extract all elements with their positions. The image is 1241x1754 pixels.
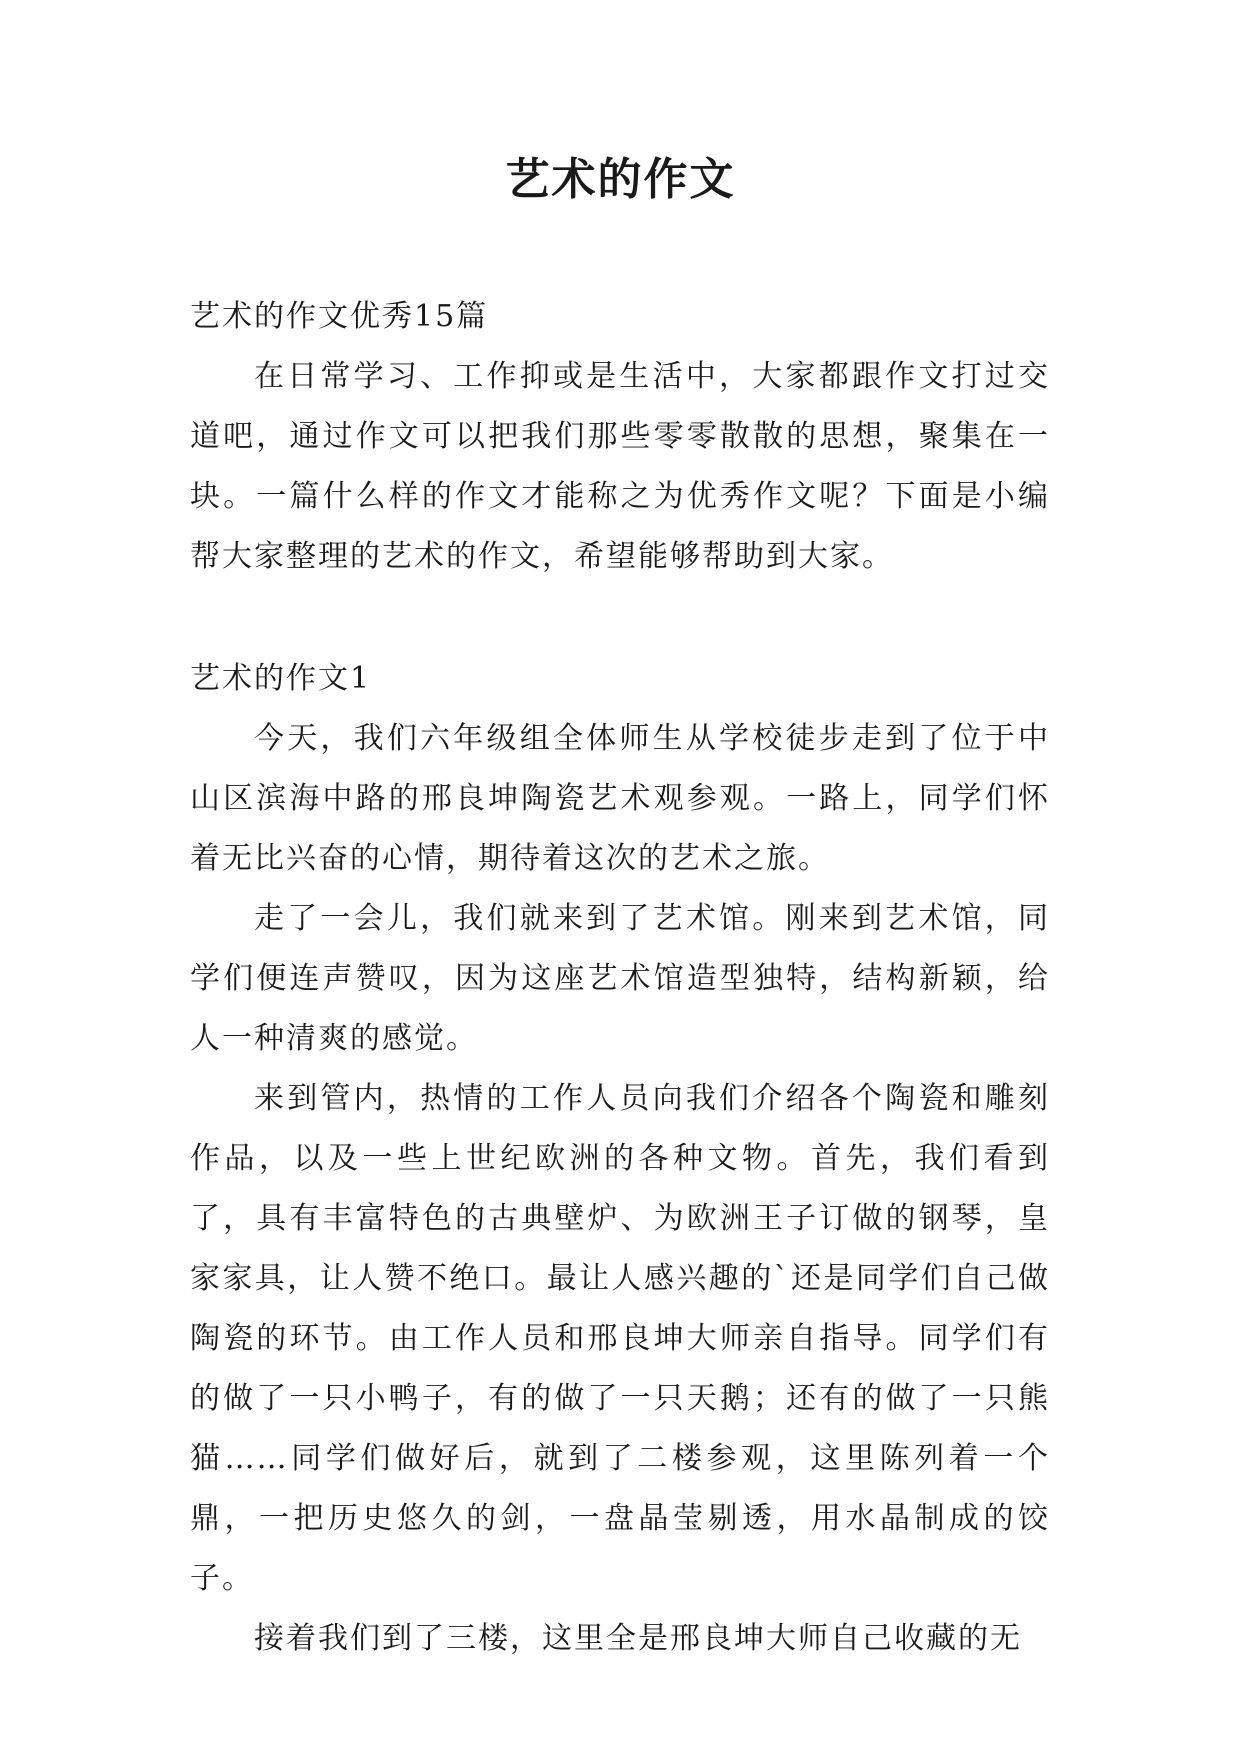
intro-paragraph: 在日常学习、工作抑或是生活中，大家都跟作文打过交道吧，通过作文可以把我们那些零零散散的思想，聚集在一块。一篇什么样的作文才能称之为优秀作文呢？下面是小编帮大家整理的艺术的作文，希望能够帮助到大家。 (190, 359, 1050, 574)
document-body (190, 287, 1050, 1669)
intro-heading: 艺术的作文优秀15篇 (190, 299, 489, 334)
essay-paragraph: 接着我们到了三楼，这里全是邢良坤大师自己收藏的无 (254, 1621, 1022, 1656)
document-title: 艺术的作文 (505, 154, 736, 205)
essay-paragraph: 今天，我们六年级组全体师生从学校徒步走到了位于中山区滨海中路的邢良坤陶瓷艺术观参观。一路上，同学们怀着无比兴奋的心情，期待着这次的艺术之旅。 (190, 721, 1050, 876)
section-spacer (190, 587, 1050, 649)
essay-paragraph: 来到管内，热情的工作人员向我们介绍各个陶瓷和雕刻作品，以及一些上世纪欧洲的各种文物。首先，我们看到了，具有丰富特色的古典壁炉、为欧洲王子订做的钢琴，皇家家具，让人赞不绝口。最让人感兴趣的`还是同学们自己做陶瓷的环节。由工作人员和邢良坤大师亲自指导。同学们有的做了一只小鸭子，有的做了一只天鹅；还有的做了一只熊猫……同学们做好后，就到了二楼参观，这里陈列着一个鼎，一把历史悠久的剑，一盘晶莹剔透，用水晶制成的饺子。 (190, 1081, 1050, 1596)
essay-heading: 艺术的作文1 (190, 661, 372, 696)
essay-paragraph: 走了一会儿，我们就来到了艺术馆。刚来到艺术馆，同学们便连声赞叹，因为这座艺术馆造型独特，结构新颖，给人一种清爽的感觉。 (190, 901, 1050, 1056)
